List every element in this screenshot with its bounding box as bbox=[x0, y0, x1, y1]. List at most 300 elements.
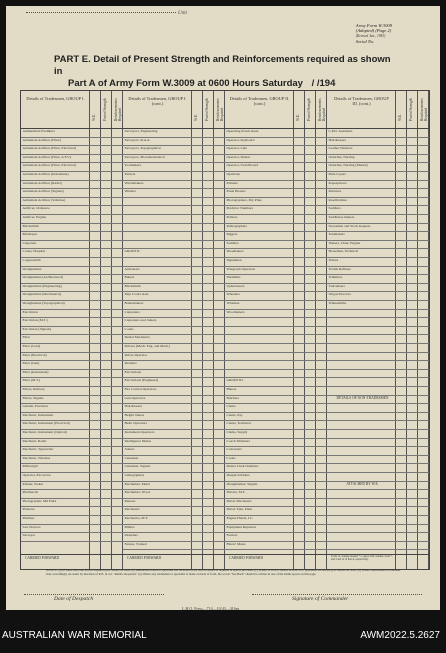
number-cell[interactable] bbox=[203, 163, 214, 172]
number-cell[interactable] bbox=[203, 224, 214, 233]
number-cell[interactable] bbox=[316, 542, 327, 551]
number-cell[interactable] bbox=[294, 533, 305, 542]
number-cell[interactable] bbox=[203, 413, 214, 422]
number-cell[interactable] bbox=[418, 327, 429, 336]
number-cell[interactable] bbox=[192, 138, 203, 147]
trade-row[interactable]: Horsemen, Technical bbox=[327, 249, 396, 258]
number-cell[interactable] bbox=[305, 396, 316, 405]
number-cell[interactable] bbox=[214, 318, 225, 327]
number-cell[interactable] bbox=[192, 370, 203, 379]
number-cell[interactable] bbox=[396, 129, 407, 138]
number-cell[interactable] bbox=[90, 249, 101, 258]
number-cell[interactable] bbox=[407, 404, 418, 413]
number-cell[interactable] bbox=[90, 482, 101, 491]
trade-row[interactable]: Draughtsmen, Signals bbox=[225, 482, 294, 491]
number-cell[interactable] bbox=[396, 361, 407, 370]
number-cell[interactable] bbox=[407, 482, 418, 491]
trade-row[interactable]: Equipment Repairers bbox=[225, 525, 294, 534]
trade-row[interactable]: Fitter (Cold) bbox=[21, 344, 90, 353]
number-cell[interactable] bbox=[112, 490, 123, 499]
number-cell[interactable] bbox=[90, 284, 101, 293]
trade-row[interactable]: Joiners bbox=[123, 447, 192, 456]
number-cell[interactable] bbox=[407, 163, 418, 172]
number-cell[interactable] bbox=[396, 146, 407, 155]
trade-row[interactable]: Masons bbox=[123, 499, 192, 508]
number-cell[interactable] bbox=[90, 507, 101, 516]
trade-row[interactable] bbox=[327, 499, 396, 508]
number-cell[interactable] bbox=[112, 344, 123, 353]
trade-row[interactable]: Tailors bbox=[327, 258, 396, 267]
number-cell[interactable] bbox=[294, 525, 305, 534]
number-cell[interactable] bbox=[407, 413, 418, 422]
number-cell[interactable] bbox=[192, 353, 203, 362]
number-cell[interactable] bbox=[214, 404, 225, 413]
number-cell[interactable] bbox=[294, 284, 305, 293]
trade-row[interactable]: Fitter (Electrical) bbox=[21, 353, 90, 362]
number-cell[interactable] bbox=[316, 507, 327, 516]
number-cell[interactable] bbox=[192, 482, 203, 491]
number-cell[interactable] bbox=[418, 542, 429, 551]
number-cell[interactable] bbox=[101, 258, 112, 267]
number-cell[interactable] bbox=[316, 215, 327, 224]
trade-row[interactable]: Printers bbox=[225, 215, 294, 224]
trade-row[interactable]: Grinder, Precision bbox=[21, 404, 90, 413]
trade-row[interactable]: Hairdressers bbox=[123, 404, 192, 413]
number-cell[interactable] bbox=[316, 387, 327, 396]
number-cell[interactable] bbox=[396, 241, 407, 250]
trade-row[interactable]: Ammunition Examiner bbox=[21, 129, 90, 138]
number-cell[interactable] bbox=[407, 301, 418, 310]
trade-row[interactable]: Textile Refiners bbox=[327, 267, 396, 276]
trade-row[interactable]: Bakers bbox=[225, 387, 294, 396]
number-cell[interactable] bbox=[407, 378, 418, 387]
number-cell[interactable] bbox=[305, 301, 316, 310]
number-cell[interactable] bbox=[90, 258, 101, 267]
number-cell[interactable] bbox=[407, 490, 418, 499]
number-cell[interactable] bbox=[214, 172, 225, 181]
trade-row[interactable]: Drivers, M.T. bbox=[225, 490, 294, 499]
number-cell[interactable] bbox=[305, 387, 316, 396]
number-cell[interactable] bbox=[418, 387, 429, 396]
number-cell[interactable] bbox=[203, 473, 214, 482]
trade-row[interactable]: Orderlies, Nursing bbox=[327, 155, 396, 164]
number-cell[interactable] bbox=[214, 473, 225, 482]
number-cell[interactable] bbox=[192, 267, 203, 276]
number-cell[interactable] bbox=[192, 378, 203, 387]
number-cell[interactable] bbox=[112, 310, 123, 319]
number-cell[interactable] bbox=[418, 198, 429, 207]
number-cell[interactable] bbox=[214, 490, 225, 499]
number-cell[interactable] bbox=[294, 421, 305, 430]
number-cell[interactable] bbox=[214, 310, 225, 319]
number-cell[interactable] bbox=[294, 249, 305, 258]
trade-row[interactable]: Intelligence Duties bbox=[123, 439, 192, 448]
number-cell[interactable] bbox=[90, 138, 101, 147]
number-cell[interactable] bbox=[316, 516, 327, 525]
number-cell[interactable] bbox=[305, 404, 316, 413]
number-cell[interactable] bbox=[101, 310, 112, 319]
trade-row[interactable]: Draughtsman (Mechanical) bbox=[21, 292, 90, 301]
number-cell[interactable] bbox=[407, 138, 418, 147]
number-cell[interactable] bbox=[90, 301, 101, 310]
number-cell[interactable] bbox=[396, 206, 407, 215]
number-cell[interactable] bbox=[214, 275, 225, 284]
number-cell[interactable] bbox=[214, 224, 225, 233]
number-cell[interactable] bbox=[203, 318, 214, 327]
number-cell[interactable] bbox=[203, 490, 214, 499]
trade-row[interactable]: Shoemakers bbox=[225, 249, 294, 258]
number-cell[interactable] bbox=[101, 421, 112, 430]
number-cell[interactable] bbox=[316, 490, 327, 499]
number-cell[interactable] bbox=[294, 163, 305, 172]
number-cell[interactable] bbox=[203, 198, 214, 207]
number-cell[interactable] bbox=[407, 439, 418, 448]
number-cell[interactable] bbox=[418, 490, 429, 499]
number-cell[interactable] bbox=[407, 542, 418, 551]
number-cell[interactable] bbox=[305, 215, 316, 224]
number-cell[interactable] bbox=[294, 318, 305, 327]
number-cell[interactable] bbox=[214, 198, 225, 207]
number-cell[interactable] bbox=[407, 361, 418, 370]
number-cell[interactable] bbox=[396, 387, 407, 396]
number-cell[interactable] bbox=[214, 413, 225, 422]
number-cell[interactable] bbox=[90, 335, 101, 344]
trade-row[interactable]: Mechanic, Instrument (Optical) bbox=[21, 430, 90, 439]
number-cell[interactable] bbox=[316, 249, 327, 258]
trade-row[interactable]: Driver Mechanics bbox=[225, 499, 294, 508]
trade-row[interactable]: Armament Artificer (Fitter, A.F.V.) bbox=[21, 155, 90, 164]
number-cell[interactable] bbox=[294, 138, 305, 147]
trade-row[interactable]: Boilermakers bbox=[123, 301, 192, 310]
number-cell[interactable] bbox=[305, 224, 316, 233]
number-cell[interactable] bbox=[396, 482, 407, 491]
number-cell[interactable] bbox=[90, 318, 101, 327]
trade-row[interactable]: Radiographers bbox=[225, 224, 294, 233]
trade-row[interactable]: Opticians bbox=[225, 172, 294, 181]
number-cell[interactable] bbox=[101, 189, 112, 198]
number-cell[interactable] bbox=[203, 430, 214, 439]
number-cell[interactable] bbox=[407, 430, 418, 439]
number-cell[interactable] bbox=[101, 215, 112, 224]
number-cell[interactable] bbox=[112, 292, 123, 301]
trade-row[interactable]: Artificer, Engine bbox=[21, 215, 90, 224]
number-cell[interactable] bbox=[214, 378, 225, 387]
trade-row[interactable]: Instrument Operators bbox=[123, 430, 192, 439]
trade-row[interactable] bbox=[327, 507, 396, 516]
number-cell[interactable] bbox=[305, 267, 316, 276]
number-cell[interactable] bbox=[396, 413, 407, 422]
trade-row[interactable] bbox=[327, 318, 396, 327]
number-cell[interactable] bbox=[203, 344, 214, 353]
number-cell[interactable] bbox=[101, 172, 112, 181]
number-cell[interactable] bbox=[192, 189, 203, 198]
number-cell[interactable] bbox=[112, 439, 123, 448]
number-cell[interactable] bbox=[418, 473, 429, 482]
number-cell[interactable] bbox=[112, 301, 123, 310]
trade-row[interactable] bbox=[123, 206, 192, 215]
number-cell[interactable] bbox=[112, 516, 123, 525]
number-cell[interactable] bbox=[90, 473, 101, 482]
number-cell[interactable] bbox=[316, 361, 327, 370]
number-cell[interactable] bbox=[407, 327, 418, 336]
number-cell[interactable] bbox=[396, 232, 407, 241]
trade-row[interactable]: Draughtsman bbox=[21, 267, 90, 276]
number-cell[interactable] bbox=[90, 516, 101, 525]
trade-row[interactable]: Operator, Switchboard bbox=[225, 163, 294, 172]
number-cell[interactable] bbox=[418, 292, 429, 301]
trade-row[interactable]: Fire Control Operators bbox=[123, 387, 192, 396]
number-cell[interactable] bbox=[101, 198, 112, 207]
trade-row[interactable]: Photographers, Dry Plate bbox=[225, 198, 294, 207]
number-cell[interactable] bbox=[316, 267, 327, 276]
trade-row[interactable] bbox=[327, 335, 396, 344]
trade-row[interactable]: Artificer, Ordnance bbox=[21, 206, 90, 215]
trade-row[interactable]: Drivers (Mech. Eng. and Mach.) bbox=[123, 344, 192, 353]
number-cell[interactable] bbox=[305, 138, 316, 147]
trade-row[interactable]: Plate Layers bbox=[327, 172, 396, 181]
number-cell[interactable] bbox=[316, 284, 327, 293]
trade-row[interactable]: Fitter (Gun) bbox=[21, 361, 90, 370]
number-cell[interactable] bbox=[396, 490, 407, 499]
trade-row[interactable]: Armament Artificer (Radio) bbox=[21, 181, 90, 190]
trade-row[interactable]: Moulders bbox=[123, 533, 192, 542]
number-cell[interactable] bbox=[316, 181, 327, 190]
number-cell[interactable] bbox=[192, 490, 203, 499]
trade-row[interactable]: Dental Mechanics bbox=[123, 335, 192, 344]
trade-row[interactable]: GROUP II. bbox=[123, 249, 192, 258]
number-cell[interactable] bbox=[294, 447, 305, 456]
number-cell[interactable] bbox=[396, 396, 407, 405]
number-cell[interactable] bbox=[396, 507, 407, 516]
number-cell[interactable] bbox=[203, 275, 214, 284]
number-cell[interactable] bbox=[316, 413, 327, 422]
number-cell[interactable] bbox=[396, 310, 407, 319]
number-cell[interactable] bbox=[203, 516, 214, 525]
trade-row[interactable]: Concreters bbox=[225, 447, 294, 456]
number-cell[interactable] bbox=[407, 267, 418, 276]
number-cell[interactable] bbox=[192, 129, 203, 138]
number-cell[interactable] bbox=[192, 499, 203, 508]
number-cell[interactable] bbox=[203, 241, 214, 250]
trade-row[interactable]: Armament Artificer (Vehicles) bbox=[21, 198, 90, 207]
number-cell[interactable] bbox=[418, 181, 429, 190]
number-cell[interactable] bbox=[396, 525, 407, 534]
number-cell[interactable] bbox=[294, 507, 305, 516]
trade-row[interactable] bbox=[225, 361, 294, 370]
number-cell[interactable] bbox=[407, 275, 418, 284]
trade-row[interactable] bbox=[327, 370, 396, 379]
number-cell[interactable] bbox=[294, 129, 305, 138]
number-cell[interactable] bbox=[407, 421, 418, 430]
number-cell[interactable] bbox=[203, 370, 214, 379]
number-cell[interactable] bbox=[396, 464, 407, 473]
number-cell[interactable] bbox=[192, 241, 203, 250]
number-cell[interactable] bbox=[316, 482, 327, 491]
number-cell[interactable] bbox=[214, 430, 225, 439]
number-cell[interactable] bbox=[305, 310, 316, 319]
trade-row[interactable]: Fitter (Instrument) bbox=[21, 370, 90, 379]
number-cell[interactable] bbox=[305, 482, 316, 491]
number-cell[interactable] bbox=[316, 335, 327, 344]
trade-row[interactable]: Panel Beaters bbox=[225, 189, 294, 198]
number-cell[interactable] bbox=[101, 370, 112, 379]
number-cell[interactable] bbox=[101, 439, 112, 448]
number-cell[interactable] bbox=[305, 258, 316, 267]
trade-row[interactable]: Leather Stitchers bbox=[327, 146, 396, 155]
trade-row[interactable]: Operator, Keyboard bbox=[225, 138, 294, 147]
number-cell[interactable] bbox=[90, 533, 101, 542]
number-cell[interactable] bbox=[203, 507, 214, 516]
trade-row[interactable]: Trimmers bbox=[327, 275, 396, 284]
number-cell[interactable] bbox=[90, 275, 101, 284]
number-cell[interactable] bbox=[305, 447, 316, 456]
number-cell[interactable] bbox=[407, 396, 418, 405]
number-cell[interactable] bbox=[192, 292, 203, 301]
number-cell[interactable] bbox=[203, 138, 214, 147]
number-cell[interactable] bbox=[203, 189, 214, 198]
trade-row[interactable]: Whitesmiths bbox=[327, 301, 396, 310]
number-cell[interactable] bbox=[418, 224, 429, 233]
number-cell[interactable] bbox=[192, 516, 203, 525]
number-cell[interactable] bbox=[294, 370, 305, 379]
trade-row[interactable] bbox=[123, 241, 192, 250]
number-cell[interactable] bbox=[101, 499, 112, 508]
trade-row[interactable]: Saddlers bbox=[327, 206, 396, 215]
number-cell[interactable] bbox=[305, 542, 316, 551]
trade-row[interactable]: Gun Operators bbox=[123, 396, 192, 405]
number-cell[interactable] bbox=[418, 129, 429, 138]
trade-row[interactable] bbox=[225, 353, 294, 362]
number-cell[interactable] bbox=[101, 404, 112, 413]
trade-row[interactable]: Linesmen bbox=[123, 456, 192, 465]
number-cell[interactable] bbox=[418, 344, 429, 353]
number-cell[interactable] bbox=[112, 138, 123, 147]
number-cell[interactable] bbox=[316, 224, 327, 233]
number-cell[interactable] bbox=[112, 206, 123, 215]
number-cell[interactable] bbox=[418, 404, 429, 413]
number-cell[interactable] bbox=[214, 241, 225, 250]
number-cell[interactable] bbox=[305, 507, 316, 516]
number-cell[interactable] bbox=[203, 335, 214, 344]
trade-row[interactable]: Mechanic, Instrument (Electrical) bbox=[21, 421, 90, 430]
number-cell[interactable] bbox=[101, 361, 112, 370]
number-cell[interactable] bbox=[192, 439, 203, 448]
trade-row[interactable] bbox=[123, 215, 192, 224]
trade-row[interactable]: Mechanic, Instrument bbox=[21, 413, 90, 422]
number-cell[interactable] bbox=[101, 482, 112, 491]
number-cell[interactable] bbox=[407, 447, 418, 456]
number-cell[interactable] bbox=[112, 430, 123, 439]
number-cell[interactable] bbox=[214, 516, 225, 525]
number-cell[interactable] bbox=[396, 456, 407, 465]
trade-row[interactable]: Farriers bbox=[225, 533, 294, 542]
number-cell[interactable] bbox=[316, 464, 327, 473]
number-cell[interactable] bbox=[214, 301, 225, 310]
number-cell[interactable] bbox=[396, 258, 407, 267]
number-cell[interactable] bbox=[316, 533, 327, 542]
number-cell[interactable] bbox=[214, 335, 225, 344]
trade-row[interactable]: Carpenters bbox=[123, 310, 192, 319]
number-cell[interactable] bbox=[305, 292, 316, 301]
trade-row[interactable]: Bricklayer bbox=[21, 232, 90, 241]
number-cell[interactable] bbox=[294, 189, 305, 198]
number-cell[interactable] bbox=[112, 267, 123, 276]
number-cell[interactable] bbox=[90, 163, 101, 172]
trade-row[interactable]: Mechanic, Typewriter bbox=[21, 447, 90, 456]
trade-row[interactable]: Roadbrickies bbox=[327, 198, 396, 207]
number-cell[interactable] bbox=[305, 206, 316, 215]
number-cell[interactable] bbox=[203, 361, 214, 370]
trade-row[interactable]: Ropesplicers bbox=[327, 181, 396, 190]
number-cell[interactable] bbox=[192, 155, 203, 164]
trade-row[interactable]: Plumber bbox=[21, 516, 90, 525]
number-cell[interactable] bbox=[203, 499, 214, 508]
number-cell[interactable] bbox=[316, 499, 327, 508]
trade-row[interactable]: Fitters' Mates bbox=[225, 542, 294, 551]
number-cell[interactable] bbox=[407, 473, 418, 482]
trade-row[interactable]: Surveyors, Engineering bbox=[123, 129, 192, 138]
number-cell[interactable] bbox=[396, 284, 407, 293]
number-cell[interactable] bbox=[316, 396, 327, 405]
trade-row[interactable] bbox=[327, 439, 396, 448]
trade-row[interactable]: Dental Clerk Orderlies bbox=[225, 464, 294, 473]
number-cell[interactable] bbox=[192, 146, 203, 155]
number-cell[interactable] bbox=[192, 258, 203, 267]
trade-row[interactable]: Mechanics, M.T. bbox=[123, 516, 192, 525]
number-cell[interactable] bbox=[90, 344, 101, 353]
number-cell[interactable] bbox=[112, 284, 123, 293]
number-cell[interactable] bbox=[192, 335, 203, 344]
number-cell[interactable] bbox=[316, 292, 327, 301]
number-cell[interactable] bbox=[294, 181, 305, 190]
trade-row[interactable] bbox=[327, 413, 396, 422]
trade-row[interactable]: Tinsmiths bbox=[225, 275, 294, 284]
number-cell[interactable] bbox=[396, 378, 407, 387]
number-cell[interactable] bbox=[192, 310, 203, 319]
number-cell[interactable] bbox=[294, 206, 305, 215]
number-cell[interactable] bbox=[305, 490, 316, 499]
number-cell[interactable] bbox=[316, 198, 327, 207]
number-cell[interactable] bbox=[294, 456, 305, 465]
number-cell[interactable] bbox=[90, 198, 101, 207]
number-cell[interactable] bbox=[112, 327, 123, 336]
number-cell[interactable] bbox=[90, 146, 101, 155]
trade-row[interactable] bbox=[225, 335, 294, 344]
number-cell[interactable] bbox=[192, 533, 203, 542]
number-cell[interactable] bbox=[214, 353, 225, 362]
number-cell[interactable] bbox=[396, 473, 407, 482]
trade-row[interactable]: Drainers bbox=[123, 361, 192, 370]
number-cell[interactable] bbox=[192, 301, 203, 310]
number-cell[interactable] bbox=[305, 430, 316, 439]
trade-row[interactable] bbox=[327, 327, 396, 336]
number-cell[interactable] bbox=[316, 155, 327, 164]
number-cell[interactable] bbox=[101, 387, 112, 396]
trade-row[interactable]: Electrician (Signals) bbox=[21, 327, 90, 336]
trade-row[interactable] bbox=[327, 430, 396, 439]
number-cell[interactable] bbox=[112, 456, 123, 465]
number-cell[interactable] bbox=[396, 335, 407, 344]
trade-row[interactable] bbox=[225, 370, 294, 379]
number-cell[interactable] bbox=[112, 335, 123, 344]
number-cell[interactable] bbox=[396, 163, 407, 172]
number-cell[interactable] bbox=[101, 292, 112, 301]
number-cell[interactable] bbox=[90, 241, 101, 250]
trade-row[interactable]: Tentmakers bbox=[327, 232, 396, 241]
number-cell[interactable] bbox=[418, 533, 429, 542]
trade-row[interactable]: Armament Artificer (Fitter) bbox=[21, 138, 90, 147]
trade-row[interactable]: Clerks, Supply bbox=[225, 430, 294, 439]
